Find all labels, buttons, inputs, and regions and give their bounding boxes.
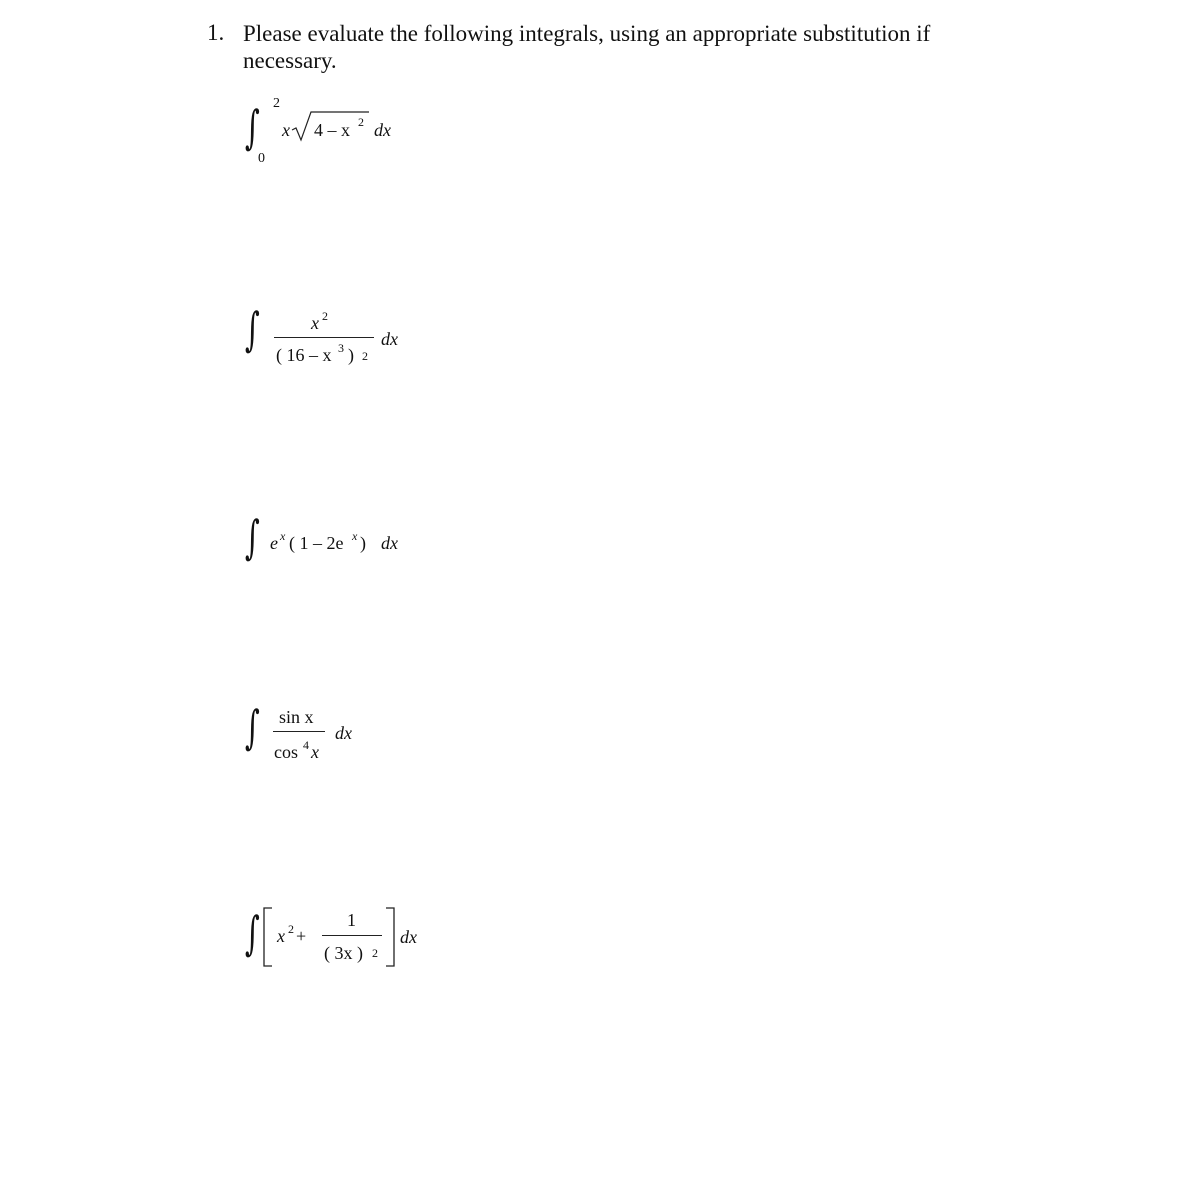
term-exponent: 2	[288, 922, 294, 936]
denominator-close: )	[348, 345, 354, 365]
integral-sign: ∫	[245, 700, 260, 754]
question-text: Please evaluate the following integrals, using an appropriate substitution if necessary.	[243, 21, 931, 73]
radical-exponent: 2	[358, 115, 364, 129]
upper-limit: 2	[273, 96, 280, 111]
differential: dx	[400, 927, 417, 947]
left-bracket	[260, 906, 274, 968]
denominator-exponent: 2	[372, 946, 378, 960]
fraction-bar	[273, 731, 325, 732]
plus-sign: +	[296, 926, 307, 946]
denominator-exponent: 4	[303, 738, 309, 752]
differential: dx	[381, 329, 398, 349]
paren-body: ( 1 – 2e	[289, 533, 344, 553]
right-bracket	[384, 906, 398, 968]
differential: dx	[335, 723, 352, 743]
numerator: x	[311, 313, 319, 333]
base: e	[270, 533, 278, 553]
paren-close: )	[360, 533, 366, 553]
term: x	[277, 926, 285, 946]
inner-exponent: x	[352, 529, 358, 543]
integral-sign: ∫	[245, 906, 260, 960]
fraction-bar	[274, 337, 374, 338]
question-number: 1.	[207, 20, 225, 45]
denominator: ( 3x )	[324, 943, 363, 963]
integral-sign: ∫	[245, 100, 260, 154]
differential: dx	[374, 120, 391, 140]
denominator-exponent: 2	[362, 349, 368, 363]
differential: dx	[381, 533, 398, 553]
numerator: 1	[347, 910, 356, 930]
denominator-function: cos	[274, 742, 298, 762]
lower-limit: 0	[258, 151, 265, 166]
denominator: ( 16 – x	[276, 345, 332, 365]
integral-sign: ∫	[245, 302, 260, 356]
denominator-inner-exponent: 3	[338, 341, 344, 355]
base-exponent: x	[280, 529, 286, 543]
radical-body: 4 – x	[314, 120, 350, 140]
integral-sign: ∫	[245, 510, 260, 564]
numerator-exponent: 2	[322, 309, 328, 323]
numerator: sin x	[279, 707, 314, 727]
denominator-variable: x	[311, 742, 319, 762]
factor: x	[282, 120, 290, 140]
fraction-bar	[322, 935, 382, 936]
